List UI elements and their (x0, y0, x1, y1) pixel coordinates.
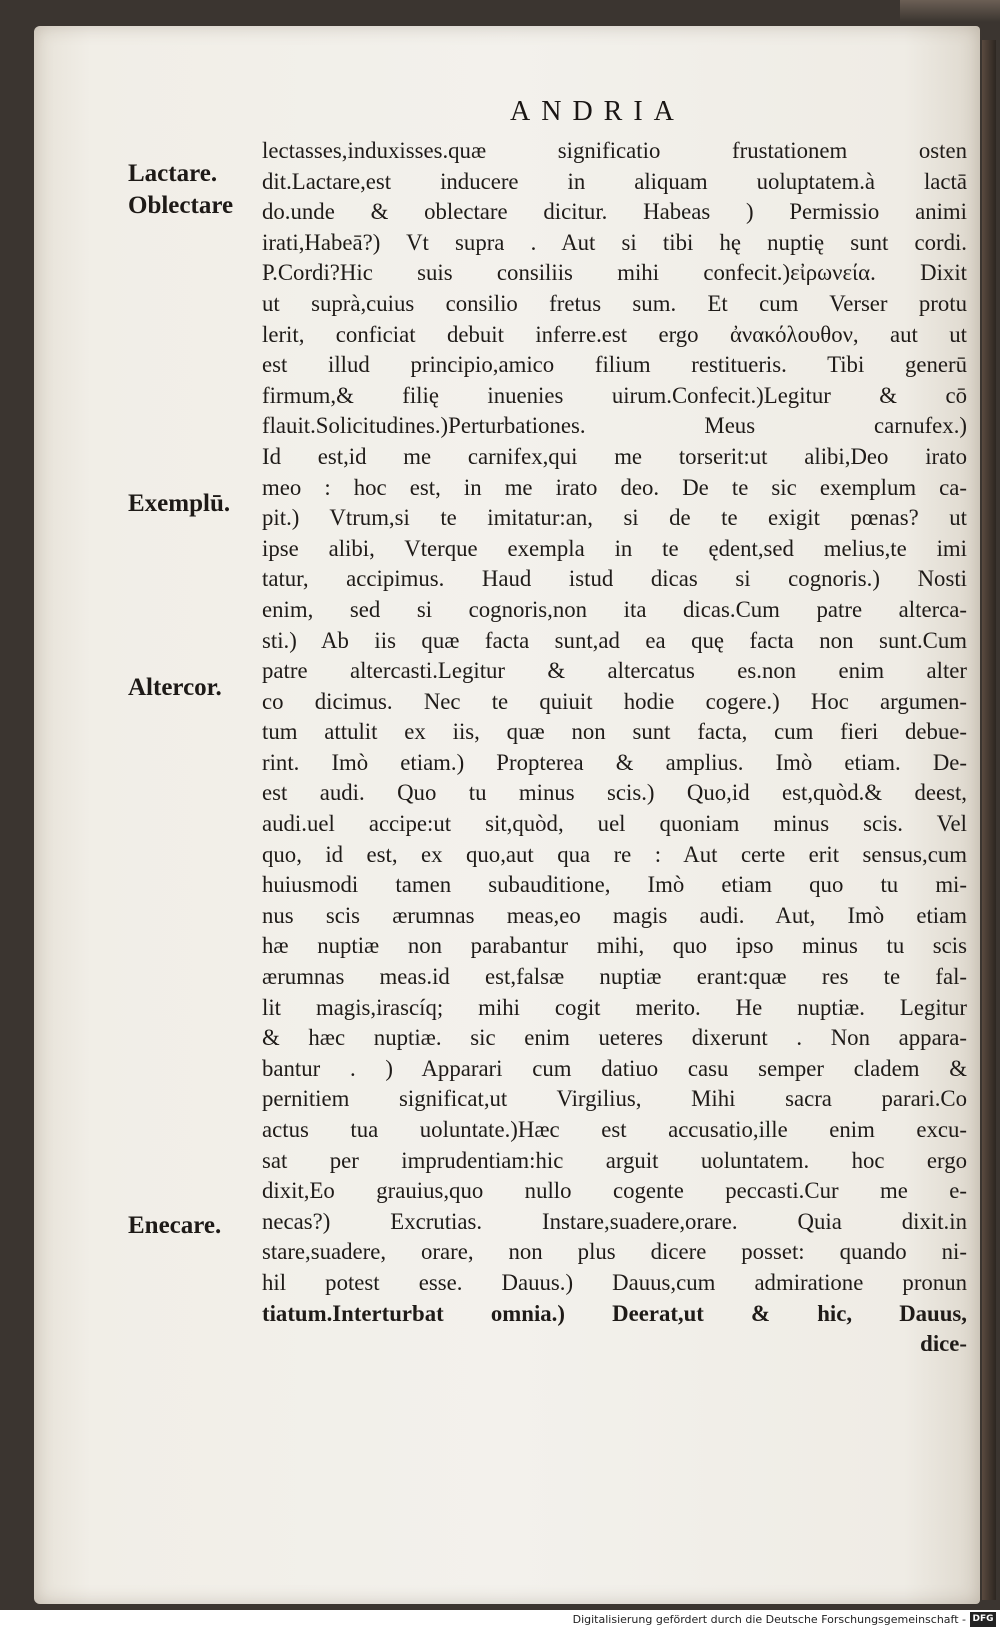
text-line: rint. Imò etiam.) Propterea & amplius. Imò etiam. De- (262, 749, 967, 775)
text-line: est audi. Quo tu minus scis.) Quo,id est,quòd.& deest, (262, 780, 967, 806)
text-line: nus scis ærumnas meas,eo magis audi. Aut, Imò etiam (262, 902, 967, 928)
text-line: Id est,id me carnifex,qui me torserit:ut alibi,Deo irato (262, 443, 967, 469)
text-line: lit magis,irascíq; mihi cogit merito. He nuptiæ. Legitur (262, 994, 967, 1020)
text-line: hil potest esse. Dauus.) Dauus,cum admiratione pronun (262, 1269, 967, 1295)
text-line: P.Cordi?Hic suis consiliis mihi confecit.)εἰρωνεία. Dixit (262, 260, 967, 286)
text-line: tum attulit ex iis, quæ non sunt facta, cum fieri debue- (262, 719, 967, 745)
text-line: dice- (920, 1331, 967, 1357)
text-line: enim, sed si cognoris,non ita dicas.Cum patre alterca- (262, 596, 967, 622)
commentary-text-block (262, 136, 967, 1360)
dfg-logo-icon: DFG (970, 1612, 996, 1627)
text-line: est illud principio,amico filium restitueris. Tibi generū (262, 352, 967, 378)
text-line: sti.) Ab iis quæ facta sunt,ad ea quę facta non sunt.Cum (262, 627, 967, 653)
book-top-edge (900, 0, 1000, 22)
footer-credit: Digitalisierung gefördert durch die Deutsche Forschungsgemeinschaft - (572, 1613, 966, 1626)
text-line: dixit,Eo grauius,quo nullo cogente peccasti.Cur me e- (262, 1178, 967, 1204)
text-line: firmum,& filię inuenies uirum.Confecit.)Legitur & cō (262, 382, 967, 408)
text-line: lerit, conficiat debuit inferre.est ergo ἀνακόλουθον, aut ut (262, 321, 967, 347)
text-line: actus tua uoluntate.)Hæc est accusatio,ille enim excu- (262, 1117, 967, 1142)
margin-note-lactare: Lactare. (128, 160, 218, 187)
text-line: necas?) Excrutias. Instare,suadere,orare. Quia dixit.in (262, 1208, 967, 1234)
text-line: flauit.Solicitudines.)Perturbationes. Meus carnufex.) (262, 413, 967, 439)
book-page-edge (982, 40, 996, 1600)
text-line: meo : hoc est, in me irato deo. De te sic exemplum ca- (262, 474, 967, 500)
text-line: quo, id est, ex quo,aut qua re : Aut certe erit sensus,cum (262, 841, 967, 867)
text-line: pit.) Vtrum,si te imitatur:an, si de te exigit pœnas? ut (262, 505, 967, 531)
text-line: ut suprà,cuius consilio fretus sum. Et cum Verser protu (262, 290, 967, 316)
text-line: ærumnas meas.id est,falsæ nuptiæ erant:quæ res te fal- (262, 964, 967, 990)
text-line: stare,suadere, orare, non plus dicere posset: quando ni- (262, 1239, 967, 1265)
text-line: sat per imprudentiam:hic arguit uoluntatem. hoc ergo (262, 1147, 967, 1173)
footer-bar (0, 1610, 1000, 1631)
text-line: & hæc nuptiæ. sic enim ueteres dixerunt . Non appara- (262, 1025, 967, 1051)
text-line: patre altercasti.Legitur & altercatus es.non enim alter (262, 658, 967, 684)
margin-note-enecare: Enecare. (128, 1212, 222, 1239)
text-line: lectasses,induxisses.quæ significatio frustationem osten (262, 138, 967, 163)
text-line: hæ nuptiæ non parabantur mihi, quo ipso minus tu scis (262, 933, 967, 959)
running-head: ANDRIA (510, 96, 685, 127)
text-line: huiusmodi tamen subauditione, Imò etiam quo tu mi- (262, 872, 967, 898)
text-line: tiatum.Interturbat omnia.) Deerat,ut & hic, Dauus, (262, 1300, 967, 1326)
text-line: tatur, accipimus. Haud istud dicas si cognoris.) Nosti (262, 566, 967, 592)
text-line: co dicimus. Nec te quiuit hodie cogere.) Hoc argumen- (262, 688, 967, 714)
text-line: ipse alibi, Vterque exempla in te ędent,sed melius,te imi (262, 535, 967, 561)
text-line: do.unde & oblectare dicitur. Habeas ) Permissio animi (262, 199, 967, 225)
margin-note-oblectare: Oblectare (128, 192, 234, 219)
margin-note-altercor: Altercor. (128, 674, 222, 701)
text-line: pernitiem significat,ut Virgilius, Mihi sacra parari.Co (262, 1086, 967, 1112)
margin-note-exemplum: Exemplū. (128, 490, 231, 517)
text-line: audi.uel accipe:ut sit,quòd, uel quoniam minus scis. Vel (262, 811, 967, 837)
text-line: irati,Habeā?) Vt supra . Aut si tibi hę nuptię sunt cordi. (262, 229, 967, 255)
text-line: dit.Lactare,est inducere in aliquam uoluptatem.à lactā (262, 168, 967, 194)
text-line: bantur . ) Apparari cum datiuo casu semper cladem & (262, 1055, 967, 1081)
